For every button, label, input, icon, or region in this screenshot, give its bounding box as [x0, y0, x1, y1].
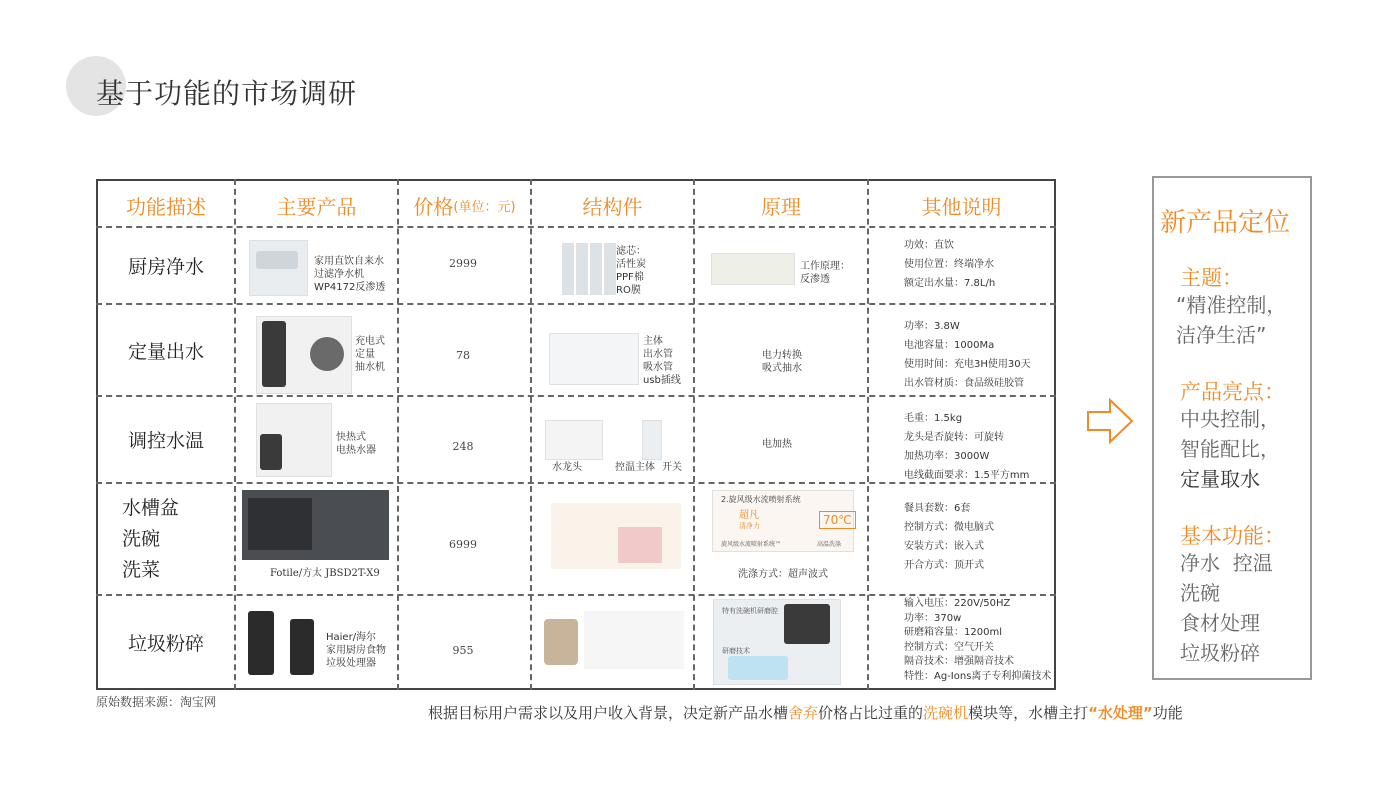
principle-text: 电加热 [762, 439, 792, 450]
theme-heading: 主题： [1180, 266, 1243, 290]
other-info: 输入电压：220V/50HZ 功率：370w 研磨箱容量：1200ml 控制方式：空气开关 隔音技术：增强隔音技术 特性：Ag-Ions离子专利抑菌技术 [904, 598, 1052, 682]
header-product: 主要产品 [276, 194, 357, 219]
column-divider [234, 179, 236, 690]
column-divider [693, 179, 695, 690]
highlights-text: 中央控制， 智能配比， 定量取水 [1180, 407, 1280, 491]
table-border-top [96, 179, 1056, 181]
price-value: 248 [452, 440, 474, 453]
structure-desc: 滤芯： 活性炭 PPF棉 RO膜 [616, 246, 646, 296]
header-structure: 结构件 [582, 194, 643, 219]
highlights-heading: 产品亮点： [1180, 380, 1285, 404]
conclusion-text: 根据目标用户需求以及用户收入背景，决定新产品水槽舍弃价格占比过重的洗碗机模块等，水槽主打“水处理”功能 [428, 704, 1183, 722]
price-value: 955 [452, 644, 474, 657]
page-title: 基于功能的市场调研 [96, 77, 358, 110]
other-info: 毛重：1.5kg 龙头是否旋转：可旋转 加热功率：3000W 电线截面要求：1.5平方mm [904, 413, 1030, 481]
product-desc: 家用直饮自来水 过滤净水机 WP4172反渗透 [314, 256, 386, 293]
other-info: 餐具套数：6套 控制方式：微电脑式 安装方式：嵌入式 开合方式：顶开式 [904, 503, 994, 571]
product-desc: 快热式 电热水器 [336, 432, 376, 456]
product-desc: Haier/海尔 家用厨房食物 垃圾处理器 [326, 632, 386, 669]
structure-image-pump-parts [549, 333, 639, 385]
price-value: 6999 [449, 538, 477, 551]
basic-functions-text: 净水 控温 洗碗 食材处理 垃圾粉碎 [1180, 551, 1273, 665]
row-function: 调控水温 [127, 430, 204, 452]
table-border-right [1054, 179, 1056, 690]
other-info: 功率：3.8W 电池容量：1000Ma 使用时间：充电3H使用30天 出水管材质：食品级硅胶管 [904, 321, 1031, 389]
principle-text: 电力转换 吸式抽水 [762, 350, 802, 374]
column-divider [530, 179, 532, 690]
structure-label: 开关 [662, 462, 682, 473]
structure-image-controller [642, 420, 662, 460]
header-price [399, 189, 530, 221]
row-divider [96, 226, 1056, 228]
price-value: 2999 [449, 257, 477, 270]
product-desc: 充电式 定量 抽水机 [355, 336, 385, 373]
principle-image-membrane [711, 253, 795, 285]
row-function: 厨房净水 [127, 256, 204, 278]
right-arrow-icon [1086, 397, 1136, 445]
row-divider [96, 594, 1056, 596]
market-research-table [96, 179, 1056, 690]
basic-functions-heading: 基本功能： [1180, 524, 1285, 548]
header-other: 其他说明 [921, 194, 1002, 219]
structure-label: 水龙头 [552, 462, 582, 473]
principle-text: 工作原理： 反渗透 [800, 261, 850, 285]
column-divider [397, 179, 399, 690]
structure-label: 控温主体 [615, 462, 655, 473]
column-divider [867, 179, 869, 690]
header-principle: 原理 [761, 194, 801, 219]
data-source-note: 原始数据来源：淘宝网 [96, 695, 217, 709]
header-price-label: 价格 [413, 194, 454, 219]
structure-desc: 主体 出水管 吸水管 usb插线 [643, 336, 681, 386]
header-function: 功能描述 [126, 194, 206, 219]
product-caption: Fotile/方太 JBSD2T-X9 [270, 568, 380, 579]
row-function: 水槽盆 洗碗 洗菜 [122, 497, 180, 581]
new-product-positioning-panel [1152, 176, 1312, 680]
row-divider [96, 395, 1056, 397]
table-border-bottom [96, 688, 1056, 690]
row-function: 垃圾粉碎 [127, 632, 204, 655]
other-info: 功效：直饮 使用位置：终端净水 额定出水量：7.8L/h [904, 240, 996, 289]
structure-image-faucet [545, 420, 603, 460]
row-function: 定量出水 [127, 340, 204, 363]
principle-text: 洗涤方式：超声波式 [738, 569, 828, 580]
positioning-title: 新产品定位 [1160, 208, 1291, 238]
principle-image-grinding: 特有洗碗机研磨腔 研磨技术 [713, 599, 841, 685]
theme-text: “精准控制， 洁净生活” [1176, 293, 1287, 347]
row-divider [96, 303, 1056, 305]
price-value: 78 [456, 349, 470, 362]
header-price-unit: (单位：元) [453, 199, 516, 215]
principle-image-spray: 2.旋风级水流喷射系统 超凡 清净力 70℃ 旋风级水流喷射系统™ 高温洗涤 [712, 490, 854, 552]
